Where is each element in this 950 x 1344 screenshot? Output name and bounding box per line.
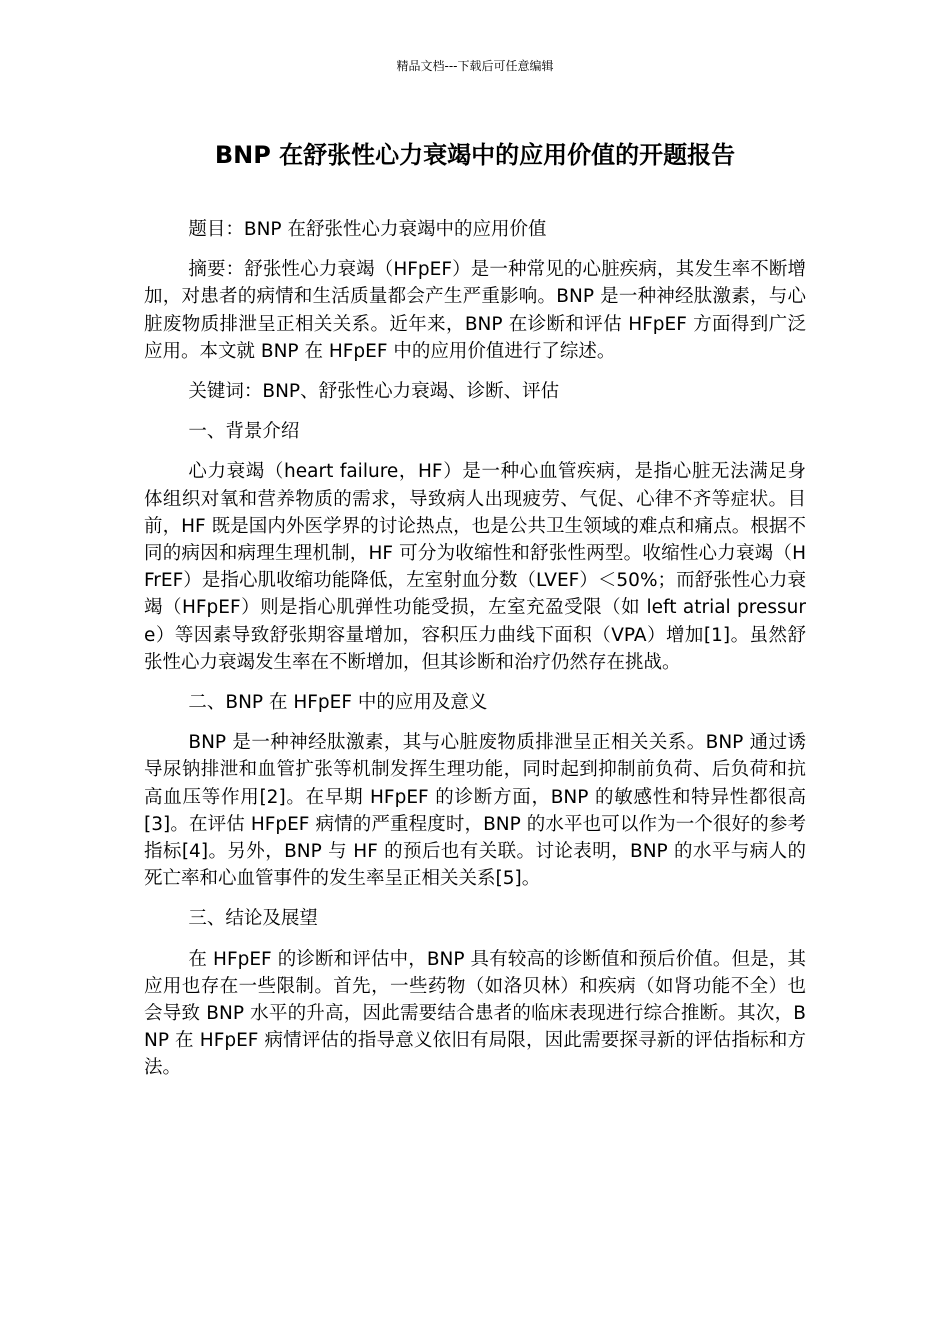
page-header: 精品文档---下载后可任意编辑 [396, 59, 554, 73]
topic-line: 题目：BNP 在舒张性心力衰竭中的应用价值 [188, 219, 547, 240]
section-heading-application: 二、BNP 在 HFpEF 中的应用及意义 [188, 692, 488, 714]
section-heading-background: 一、背景介绍 [188, 421, 300, 443]
section-heading-conclusion: 三、结论及展望 [188, 908, 318, 930]
document-body [144, 216, 806, 1095]
application-paragraph: BNP 是一种神经肽激素，其与心脏废物质排泄呈正相关关系。BNP 通过诱导尿钠排泄和血管扩张等机制发挥生理功能，同时起到抑制前负荷、后负荷和抗高血压等作用[2]。在早期 HFpEF 的诊断方面，BNP 的敏感性和特异性都很高[3]。在评估 HFpEF 病情的严重程度时，BNP 的水平也可以作为一个很好的参考指标[4]。另外，BNP 与 HF 的预后也有关联。讨论表明，BNP 的水平与病人的死亡率和心血管事件的发生率呈正相关关系[5]。 [144, 732, 806, 890]
keywords-line: 关键词：BNP、舒张性心力衰竭、诊断、评估 [188, 381, 560, 403]
document-title: BNP 在舒张性心力衰竭中的应用价值的开题报告 [214, 141, 736, 169]
conclusion-paragraph: 在 HFpEF 的诊断和评估中，BNP 具有较高的诊断值和预后价值。但是，其应用也存在一些限制。首先，一些药物（如洛贝林）和疾病（如肾功能不全）也会导致 BNP 水平的升高，因此需要结合患者的临床表现进行综合推断。其次，BNP 在 HFpEF 病情评估的指导意义依旧有局限，因此需要探寻新的评估指标和方法。 [144, 948, 806, 1079]
background-paragraph: 心力衰竭（heart failure，HF）是一种心血管疾病，是指心脏无法满足身体组织对氧和营养物质的需求，导致病人出现疲劳、气促、心律不齐等症状。目前，HF 既是国内外医学界的讨论热点，也是公共卫生领域的难点和痛点。根据不同的病因和病理生理机制，HF 可分为收缩性和舒张性两型。收缩性心力衰竭（HFrEF）是指心肌收缩功能降低，左室射血分数（LVEF）＜50%；而舒张性心力衰竭（HFpEF）则是指心肌弹性功能受损，左室充盈受限（如 left atrial pressure）等因素导致舒张期容量增加，容积压力曲线下面积（VPA）增加[1]。虽然舒张性心力衰竭发生率在不断增加，但其诊断和治疗仍然存在挑战。 [144, 461, 806, 673]
abstract-paragraph: 摘要：舒张性心力衰竭（HFpEF）是一种常见的心脏疾病，其发生率不断增加，对患者的病情和生活质量都会产生严重影响。BNP 是一种神经肽激素，与心脏废物质排泄呈正相关关系。近年来，BNP 在诊断和评估 HFpEF 方面得到广泛应用。本文就 BNP 在 HFpEF 中的应用价值进行了综述。 [144, 259, 806, 362]
